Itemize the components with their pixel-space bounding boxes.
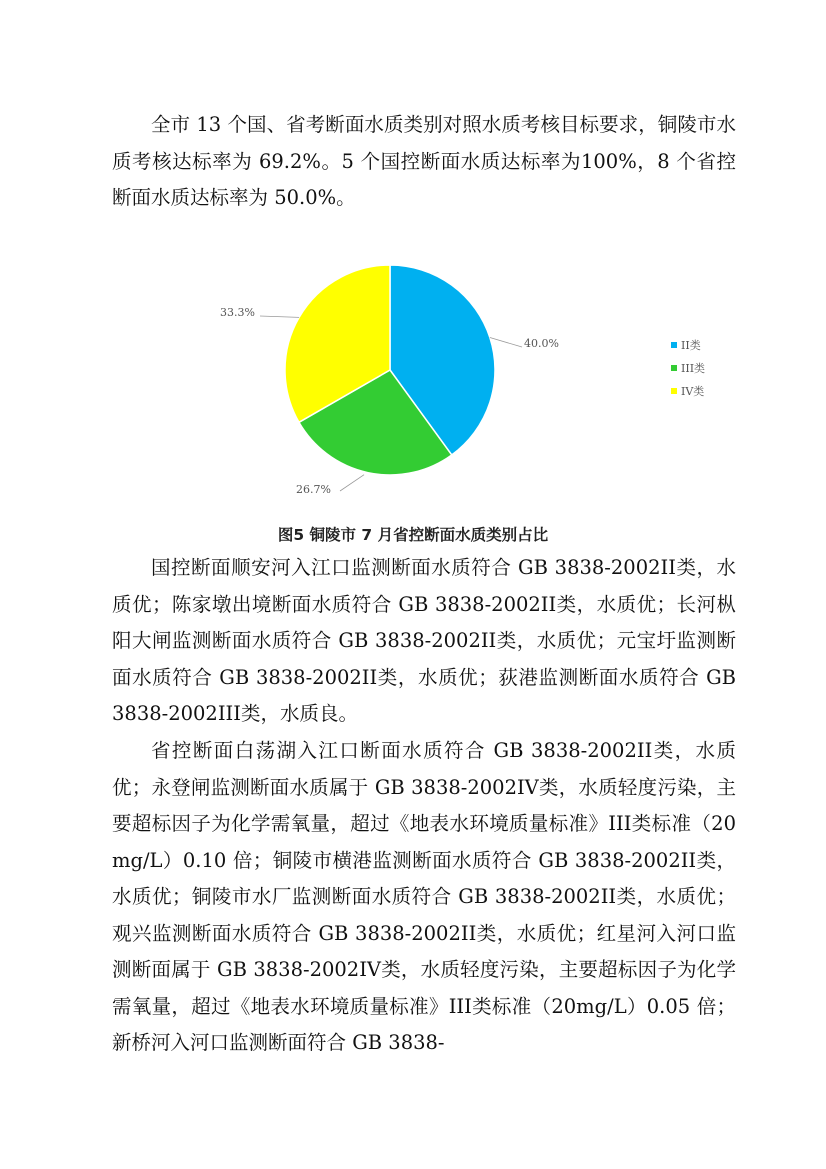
leader-line-2 — [340, 475, 364, 491]
data-label-3: 33.3% — [220, 306, 255, 319]
leader-line-3 — [260, 316, 299, 317]
pie-chart-container — [200, 250, 760, 510]
paragraph-provincial-sections: 省控断面白荡湖入江口断面水质符合 GB 3838-2002II类，水质优；永登闸监测断面水质属于 GB 3838-2002IV类，水质轻度污染，主要超标因子为化学需氧量，超过《地表水环境质量标准》III类标准（20mg/L）0.10 倍；铜陵市横港监测断面水质符合 GB 3838-2002II类，水质优；铜陵市水厂监测断面水质符合 GB 3838-2002II类，水质优；观兴监测断面水质符合 GB 3838-2002II类，水质优；红星河入河口监测断面属于 GB 3838-2002IV类，水质轻度污染，主要超标因子为化学需氧量，超过《地表水环境质量标准》III类标准（20mg/L）0.05 倍；新桥河入河口监测断面符合 GB 3838- — [112, 739, 736, 1054]
leader-line-1 — [490, 338, 522, 347]
data-label-2: 26.7% — [296, 483, 331, 496]
paragraph-summary: 全市 13 个国、省考断面水质类别对照水质考核目标要求，铜陵市水质考核达标率为 69.2%。5 个国控断面水质达标率为100%，8 个省控断面水质达标率为 50.0%。 — [112, 113, 736, 209]
figure-caption: 图5 铜陵市 7 月省控断面水质类别占比 — [277, 526, 549, 544]
legend-swatch-1 — [671, 342, 677, 348]
paragraph-national-sections: 国控断面顺安河入江口监测断面水质符合 GB 3838-2002II类，水质优；陈家墩出境断面水质符合 GB 3838-2002II类，水质优；长河枞阳大闸监测断面水质符合 GB 3838-2002II类，水质优；元宝圩监测断面水质符合 GB 3838-2002II类，水质优；荻港监测断面水质符合 GB 3838-2002III类，水质良。 — [112, 556, 736, 725]
legend-label-1: II类 — [681, 339, 701, 352]
legend-swatch-2 — [671, 365, 677, 371]
data-label-1: 40.0% — [524, 337, 559, 350]
legend-label-3: IV类 — [681, 385, 705, 398]
pie-chart — [200, 250, 760, 510]
legend-swatch-3 — [671, 388, 677, 394]
legend-label-2: III类 — [681, 362, 706, 375]
